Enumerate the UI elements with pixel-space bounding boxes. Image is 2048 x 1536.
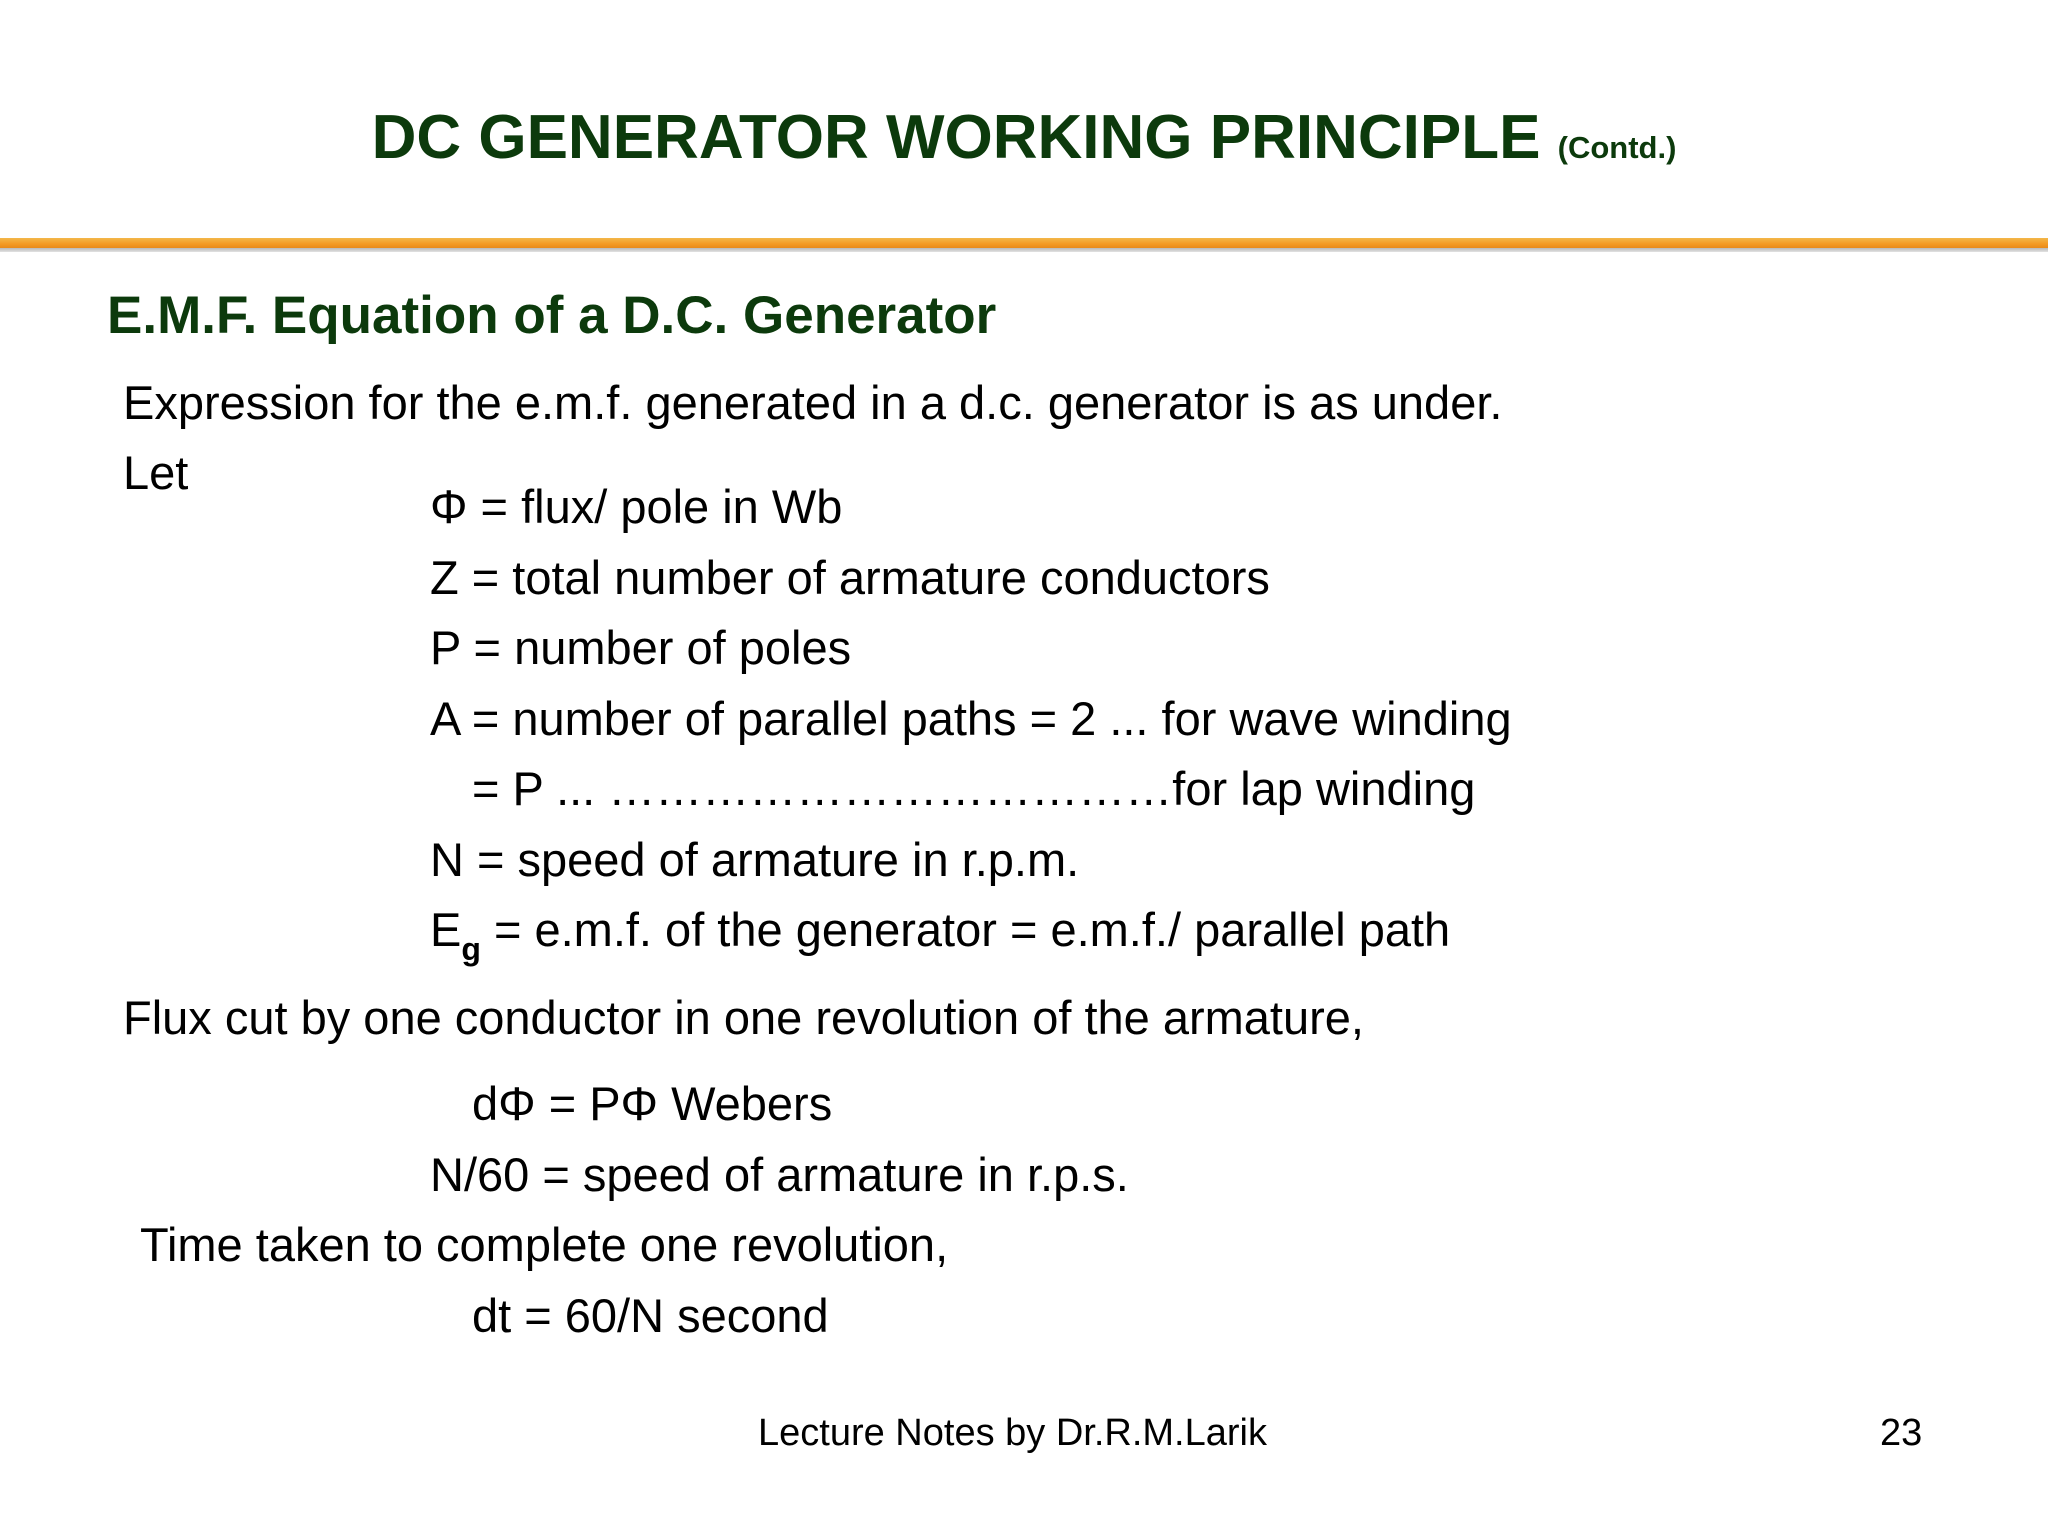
let-label: Let: [123, 446, 189, 499]
definition-phi: Φ = flux/ pole in Wb: [430, 480, 843, 533]
eg-symbol: E: [430, 903, 462, 956]
dt-equation: dt = 60/N second: [472, 1289, 829, 1342]
eg-text: = e.m.f. of the generator = e.m.f./ parallel path: [480, 903, 1451, 956]
slide-title-text: DC GENERATOR WORKING PRINCIPLE: [371, 103, 1541, 172]
time-taken-text: Time taken to complete one revolution,: [140, 1218, 949, 1271]
definition-a-lap: = P ... ………………………………for lap winding: [472, 762, 1476, 815]
definition-eg: [430, 903, 1451, 967]
slide-title-suffix: (Contd.): [1557, 130, 1677, 165]
d-phi-equation: dΦ = PΦ Webers: [472, 1077, 833, 1130]
definition-n: N = speed of armature in r.p.m.: [430, 833, 1080, 886]
definition-z: Z = total number of armature conductors: [430, 551, 1270, 604]
intro-text: Expression for the e.m.f. generated in a d.c. generator is as under.: [123, 376, 1503, 429]
title-divider-bar: [0, 238, 2048, 248]
definition-p: P = number of poles: [430, 621, 852, 674]
eg-subscript: g: [461, 931, 481, 967]
definition-a: A = number of parallel paths = 2 ... for wave winding: [430, 692, 1512, 745]
title-divider-shadow: [0, 248, 2048, 252]
section-heading: E.M.F. Equation of a D.C. Generator: [107, 286, 997, 345]
footer-credit: Lecture Notes by Dr.R.M.Larik: [758, 1412, 1267, 1454]
title-divider: [0, 238, 2048, 252]
page-number: 23: [1880, 1412, 1923, 1454]
flux-cut-text: Flux cut by one conductor in one revolution of the armature,: [123, 991, 1364, 1044]
rps-equation: N/60 = speed of armature in r.p.s.: [430, 1148, 1129, 1201]
slide-title: [0, 102, 2048, 173]
